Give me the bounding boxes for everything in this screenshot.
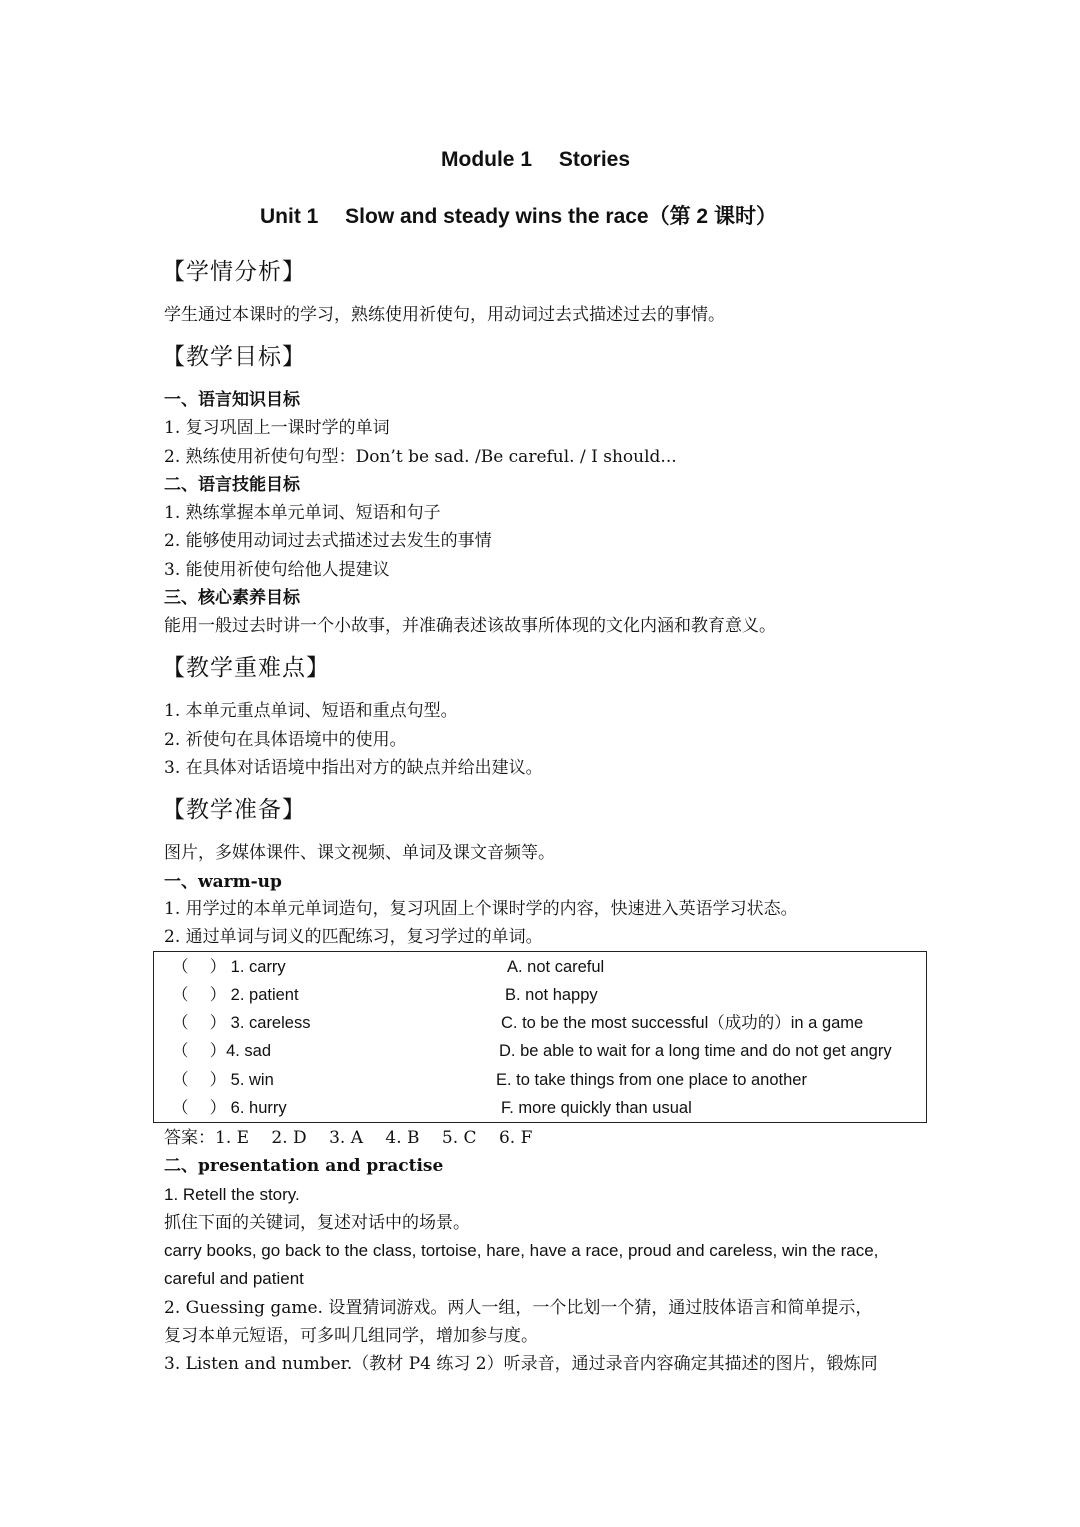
goals-knowledge-item: 1. 复习巩固上一课时学的单词 (164, 418, 390, 438)
goals-sub-knowledge: 一、语言知识目标 (164, 390, 300, 410)
matching-word: （ ） 3. careless (172, 1014, 311, 1032)
page-title: Module 1 Stories (441, 148, 631, 171)
matching-definition: E. to take things from one place to another (496, 1071, 807, 1089)
preparation-text: 图片，多媒体课件、课文视频、单词及课文音频等。 (164, 843, 555, 863)
goals-sub-skills: 二、语言技能目标 (164, 475, 300, 495)
key-point-item: 2. 祈使句在具体语境中的使用。 (164, 730, 407, 750)
matching-word: （ ） 5. win (172, 1071, 274, 1089)
page-subtitle: Unit 1 Slow and steady wins the race（第 2 课时） (260, 205, 777, 228)
matching-definition: D. be able to wait for a long time and do not get angry (499, 1042, 892, 1060)
warmup-heading: 一、warm-up (164, 872, 282, 892)
goals-sub-core: 三、核心素养目标 (164, 588, 300, 608)
heading-preparation: 【教学准备】 (162, 797, 306, 823)
presentation-text: 3. Listen and number.（教材 P4 练习 2）听录音，通过录音内容确定其描述的图片，锻炼同 (164, 1354, 878, 1374)
goals-knowledge-item: 2. 熟练使用祈使句句型：Don’t be sad. /Be careful. / I should... (164, 447, 677, 467)
goals-skills-item: 2. 能够使用动词过去式描述过去发生的事情 (164, 531, 492, 551)
key-point-item: 3. 在具体对话语境中指出对方的缺点并给出建议。 (164, 758, 543, 778)
analysis-text: 学生通过本课时的学习，熟练使用祈使句，用动词过去式描述过去的事情。 (164, 305, 725, 325)
warmup-item: 1. 用学过的本单元单词造句，复习巩固上个课时学的内容，快速进入英语学习状态。 (164, 899, 798, 919)
presentation-text: careful and patient (164, 1269, 304, 1288)
key-point-item: 1. 本单元重点单词、短语和重点句型。 (164, 701, 458, 721)
matching-word: （ ） 2. patient (172, 986, 299, 1004)
matching-definition: B. not happy (505, 986, 598, 1004)
goals-skills-item: 3. 能使用祈使句给他人提建议 (164, 560, 390, 580)
presentation-text: 1. Retell the story. (164, 1185, 300, 1204)
presentation-text: 复习本单元短语，可多叫几组同学，增加参与度。 (164, 1326, 538, 1346)
presentation-text: carry books, go back to the class, tortoise, hare, have a race, proud and careless, win the race, (164, 1241, 879, 1260)
matching-definition: C. to be the most successful（成功的）in a game (501, 1014, 864, 1032)
presentation-text: 抓住下面的关键词，复述对话中的场景。 (164, 1213, 470, 1233)
warmup-item: 2. 通过单词与词义的匹配练习，复习学过的单词。 (164, 927, 543, 947)
presentation-text: 2. Guessing game. 设置猜词游戏。两人一组，一个比划一个猜，通过肢体语言和简单提示， (164, 1298, 873, 1318)
matching-word: （ ） 1. carry (172, 958, 286, 976)
goals-skills-item: 1. 熟练掌握本单元单词、短语和句子 (164, 503, 441, 523)
matching-word: （ ）4. sad (172, 1042, 272, 1060)
goals-core-text: 能用一般过去时讲一个小故事，并准确表述该故事所体现的文化内涵和教育意义。 (164, 616, 776, 636)
heading-analysis: 【学情分析】 (162, 259, 306, 285)
heading-goals: 【教学目标】 (162, 344, 306, 370)
matching-definition: F. more quickly than usual (501, 1099, 692, 1117)
matching-definition: A. not careful (507, 958, 605, 976)
heading-key-points: 【教学重难点】 (162, 655, 330, 681)
presentation-heading: 二、presentation and practise (164, 1156, 444, 1176)
matching-word: （ ） 6. hurry (172, 1099, 287, 1117)
answers-line: 答案：1. E 2. D 3. A 4. B 5. C 6. F (164, 1128, 533, 1148)
